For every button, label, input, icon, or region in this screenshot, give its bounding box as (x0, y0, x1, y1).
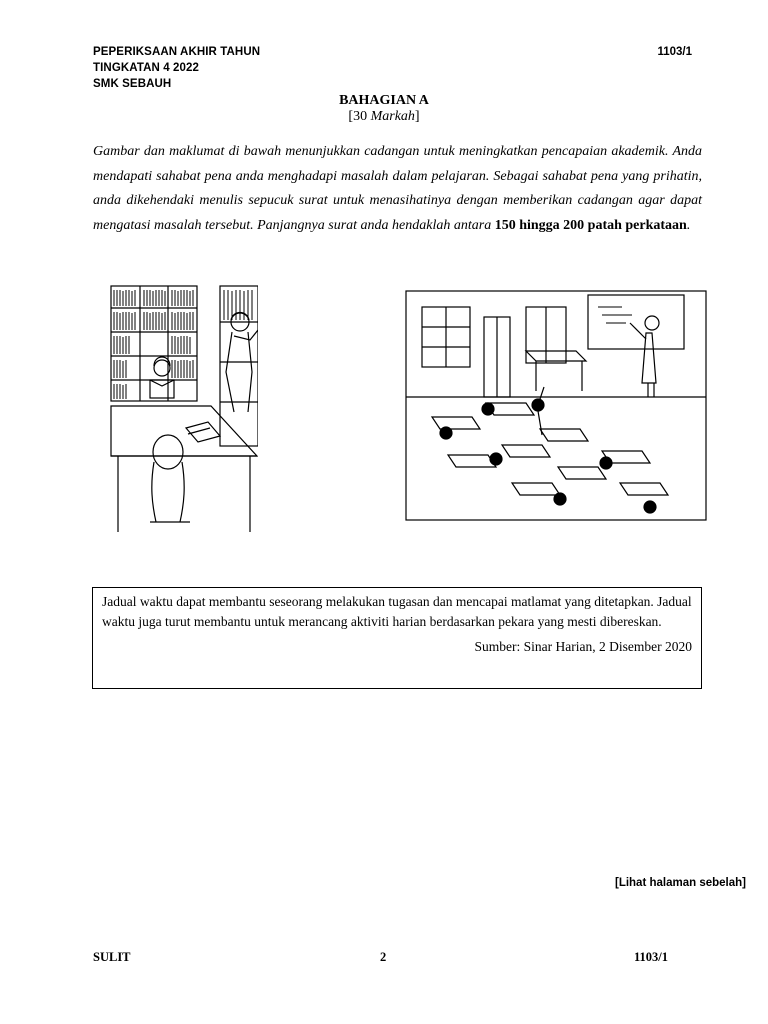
word-count-requirement: 150 hingga 200 patah perkataan (494, 217, 687, 233)
section-title: BAHAGIAN A (339, 93, 429, 108)
section-marks: [30 Markah] (348, 109, 420, 124)
page-number: 2 (380, 950, 387, 964)
library-illustration (110, 282, 258, 534)
form-year: TINGKATAN 4 2022 (93, 62, 199, 74)
question-instructions: Gambar dan maklumat di bawah menunjukkan cadangan untuk meningkatkan pencapaian akademik. Anda mendapati sahabat pena anda menghadapi masalah dalam pelajaran. Sebagai sahabat pena yang prihatin, anda dikehendaki menulis sepucuk surat untuk menasihatinya dengan memberikan cadangan agar dapat mengatasi masalah tersebut. Panjangnya surat anda hendaklah antara 150 hingga 200 patah perkataan. (93, 144, 702, 233)
paper-code: 1103/1 (657, 46, 692, 58)
footer-classification: SULIT (93, 950, 131, 964)
source-excerpt: Jadual waktu dapat membantu seseorang melakukan tugasan dan mencapai matlamat yang ditetapkan. Jadual waktu juga turut membantu untuk merancang aktiviti harian berdasarkan pekara yang mesti dibereskan. (102, 594, 692, 629)
source-box (92, 587, 702, 689)
footer-paper-code: 1103/1 (634, 950, 669, 964)
exam-title: PEPERIKSAAN AKHIR TAHUN (93, 46, 261, 58)
next-page-note: [Lihat halaman sebelah] (614, 877, 746, 889)
source-citation: Sumber: Sinar Harian, 2 Disember 2020 (474, 639, 692, 654)
school-name: SMK SEBAUH (93, 78, 172, 90)
classroom-illustration (402, 287, 710, 524)
